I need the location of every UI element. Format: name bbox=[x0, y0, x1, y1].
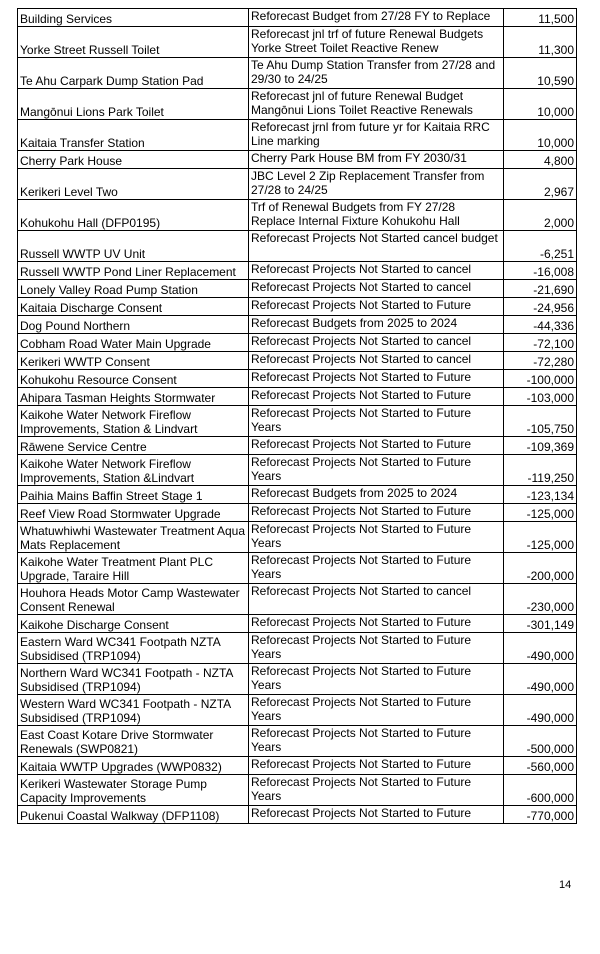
amount-cell: -109,369 bbox=[504, 437, 577, 455]
project-cell: Kaitaia Discharge Consent bbox=[18, 298, 249, 316]
amount-cell: 2,967 bbox=[504, 169, 577, 200]
description-cell: Reforecast Budget from 27/28 FY to Replace bbox=[249, 9, 504, 27]
table-row bbox=[18, 280, 577, 298]
amount-cell: -21,690 bbox=[504, 280, 577, 298]
amount-cell: -560,000 bbox=[504, 757, 577, 775]
description-cell: Reforecast Projects Not Started to cancel bbox=[249, 334, 504, 352]
description-cell: Reforecast Projects Not Started to Future Years bbox=[249, 522, 504, 553]
table-row bbox=[18, 504, 577, 522]
description-cell: Reforecast Projects Not Started to Future bbox=[249, 370, 504, 388]
table-row bbox=[18, 522, 577, 553]
amount-cell: -72,280 bbox=[504, 352, 577, 370]
description-cell: Reforecast Projects Not Started to Future Years bbox=[249, 726, 504, 757]
amount-cell: -301,149 bbox=[504, 615, 577, 633]
amount-cell: 11,500 bbox=[504, 9, 577, 27]
table-row bbox=[18, 553, 577, 584]
description-cell: Reforecast Projects Not Started to Future bbox=[249, 437, 504, 455]
amount-cell: -490,000 bbox=[504, 695, 577, 726]
table-row bbox=[18, 231, 577, 262]
amount-cell: 2,000 bbox=[504, 200, 577, 231]
description-cell: Reforecast Projects Not Started to Future Years bbox=[249, 633, 504, 664]
table-row bbox=[18, 437, 577, 455]
project-cell: Lonely Valley Road Pump Station bbox=[18, 280, 249, 298]
amount-cell: -6,251 bbox=[504, 231, 577, 262]
table-row bbox=[18, 316, 577, 334]
table-row bbox=[18, 806, 577, 824]
project-cell: Kohukohu Resource Consent bbox=[18, 370, 249, 388]
description-cell: Reforecast Projects Not Started to cancel bbox=[249, 584, 504, 615]
project-cell: Kohukohu Hall (DFP0195) bbox=[18, 200, 249, 231]
table-row bbox=[18, 334, 577, 352]
project-cell: Eastern Ward WC341 Footpath NZTA Subsidised (TRP1094) bbox=[18, 633, 249, 664]
page-number: 14 bbox=[559, 879, 572, 891]
description-cell: Reforecast Projects Not Started to Future Years bbox=[249, 695, 504, 726]
project-cell: East Coast Kotare Drive Stormwater Renewals (SWP0821) bbox=[18, 726, 249, 757]
project-cell: Russell WWTP UV Unit bbox=[18, 231, 249, 262]
amount-cell: -230,000 bbox=[504, 584, 577, 615]
description-cell: Reforecast Projects Not Started to Future Years bbox=[249, 664, 504, 695]
project-cell: Kaikohe Discharge Consent bbox=[18, 615, 249, 633]
project-cell: Cherry Park House bbox=[18, 151, 249, 169]
table-row bbox=[18, 151, 577, 169]
description-cell: Reforecast Projects Not Started to Future bbox=[249, 806, 504, 824]
amount-cell: -125,000 bbox=[504, 522, 577, 553]
amount-cell: -16,008 bbox=[504, 262, 577, 280]
project-cell: Paihia Mains Baffin Street Stage 1 bbox=[18, 486, 249, 504]
project-cell: Kaitaia WWTP Upgrades (WWP0832) bbox=[18, 757, 249, 775]
amount-cell: -123,134 bbox=[504, 486, 577, 504]
project-cell: Russell WWTP Pond Liner Replacement bbox=[18, 262, 249, 280]
amount-cell: 10,000 bbox=[504, 120, 577, 151]
description-cell: Trf of Renewal Budgets from FY 27/28 Replace Internal Fixture Kohukohu Hall bbox=[249, 200, 504, 231]
project-cell: Yorke Street Russell Toilet bbox=[18, 27, 249, 58]
table-row bbox=[18, 120, 577, 151]
description-cell: Reforecast Projects Not Started to cancel bbox=[249, 280, 504, 298]
project-cell: Te Ahu Carpark Dump Station Pad bbox=[18, 58, 249, 89]
project-cell: Northern Ward WC341 Footpath - NZTA Subsidised (TRP1094) bbox=[18, 664, 249, 695]
description-cell: Reforecast Projects Not Started to Future bbox=[249, 388, 504, 406]
table-row bbox=[18, 633, 577, 664]
description-cell: Reforecast Projects Not Started to cancel bbox=[249, 262, 504, 280]
amount-cell: 10,590 bbox=[504, 58, 577, 89]
table-row bbox=[18, 775, 577, 806]
project-cell: Kerikeri Wastewater Storage Pump Capacity Improvements bbox=[18, 775, 249, 806]
project-cell: Kaikohe Water Network Fireflow Improvements, Station &Lindvart bbox=[18, 455, 249, 486]
description-cell: Reforecast jnl of future Renewal Budget Mangōnui Lions Toilet Reactive Renewals bbox=[249, 89, 504, 120]
description-cell: Reforecast jrnl from future yr for Kaitaia RRC Line marking bbox=[249, 120, 504, 151]
project-cell: Ahipara Tasman Heights Stormwater bbox=[18, 388, 249, 406]
amount-cell: 4,800 bbox=[504, 151, 577, 169]
table-row bbox=[18, 406, 577, 437]
description-cell: Cherry Park House BM from FY 2030/31 bbox=[249, 151, 504, 169]
description-cell: Reforecast Budgets from 2025 to 2024 bbox=[249, 486, 504, 504]
amount-cell: -490,000 bbox=[504, 664, 577, 695]
description-cell: JBC Level 2 Zip Replacement Transfer from 27/28 to 24/25 bbox=[249, 169, 504, 200]
amount-cell: -100,000 bbox=[504, 370, 577, 388]
project-cell: Western Ward WC341 Footpath - NZTA Subsidised (TRP1094) bbox=[18, 695, 249, 726]
table-row bbox=[18, 169, 577, 200]
table-row bbox=[18, 664, 577, 695]
amount-cell: -105,750 bbox=[504, 406, 577, 437]
project-cell: Cobham Road Water Main Upgrade bbox=[18, 334, 249, 352]
amount-cell: 10,000 bbox=[504, 89, 577, 120]
project-cell: Rāwene Service Centre bbox=[18, 437, 249, 455]
budget-reforecast-table bbox=[17, 8, 577, 824]
description-cell: Te Ahu Dump Station Transfer from 27/28 and 29/30 to 24/25 bbox=[249, 58, 504, 89]
project-cell: Pukenui Coastal Walkway (DFP1108) bbox=[18, 806, 249, 824]
amount-cell: 11,300 bbox=[504, 27, 577, 58]
table-row bbox=[18, 58, 577, 89]
table-row bbox=[18, 89, 577, 120]
amount-cell: -44,336 bbox=[504, 316, 577, 334]
table-row bbox=[18, 352, 577, 370]
description-cell: Reforecast Projects Not Started to Future bbox=[249, 757, 504, 775]
table-row bbox=[18, 455, 577, 486]
amount-cell: -125,000 bbox=[504, 504, 577, 522]
amount-cell: -24,956 bbox=[504, 298, 577, 316]
amount-cell: -500,000 bbox=[504, 726, 577, 757]
amount-cell: -200,000 bbox=[504, 553, 577, 584]
table-row bbox=[18, 9, 577, 27]
description-cell: Reforecast Projects Not Started to Future bbox=[249, 298, 504, 316]
description-cell: Reforecast Projects Not Started to cancel bbox=[249, 352, 504, 370]
table-row bbox=[18, 262, 577, 280]
description-cell: Reforecast Projects Not Started to Future Years bbox=[249, 455, 504, 486]
description-cell: Reforecast Projects Not Started to Future Years bbox=[249, 553, 504, 584]
table-body bbox=[18, 9, 577, 824]
project-cell: Kaitaia Transfer Station bbox=[18, 120, 249, 151]
description-cell: Reforecast Budgets from 2025 to 2024 bbox=[249, 316, 504, 334]
table-row bbox=[18, 486, 577, 504]
table-row bbox=[18, 584, 577, 615]
project-cell: Kerikeri Level Two bbox=[18, 169, 249, 200]
project-cell: Reef View Road Stormwater Upgrade bbox=[18, 504, 249, 522]
amount-cell: -770,000 bbox=[504, 806, 577, 824]
description-cell: Reforecast jnl trf of future Renewal Budgets Yorke Street Toilet Reactive Renew bbox=[249, 27, 504, 58]
project-cell: Kerikeri WWTP Consent bbox=[18, 352, 249, 370]
project-cell: Kaikohe Water Network Fireflow Improvements, Station & Lindvart bbox=[18, 406, 249, 437]
table-row bbox=[18, 695, 577, 726]
amount-cell: -119,250 bbox=[504, 455, 577, 486]
description-cell: Reforecast Projects Not Started to Future Years bbox=[249, 406, 504, 437]
description-cell: Reforecast Projects Not Started to Future Years bbox=[249, 775, 504, 806]
project-cell: Houhora Heads Motor Camp Wastewater Consent Renewal bbox=[18, 584, 249, 615]
table-row bbox=[18, 757, 577, 775]
table-row bbox=[18, 298, 577, 316]
table-row bbox=[18, 27, 577, 58]
project-cell: Kaikohe Water Treatment Plant PLC Upgrade, Taraire Hill bbox=[18, 553, 249, 584]
table-row bbox=[18, 200, 577, 231]
table-row bbox=[18, 370, 577, 388]
project-cell: Dog Pound Northern bbox=[18, 316, 249, 334]
table-row bbox=[18, 726, 577, 757]
table-row bbox=[18, 615, 577, 633]
amount-cell: -600,000 bbox=[504, 775, 577, 806]
amount-cell: -72,100 bbox=[504, 334, 577, 352]
project-cell: Whatuwhiwhi Wastewater Treatment Aqua Mats Replacement bbox=[18, 522, 249, 553]
amount-cell: -490,000 bbox=[504, 633, 577, 664]
table-row bbox=[18, 388, 577, 406]
amount-cell: -103,000 bbox=[504, 388, 577, 406]
project-cell: Mangōnui Lions Park Toilet bbox=[18, 89, 249, 120]
description-cell: Reforecast Projects Not Started cancel budget bbox=[249, 231, 504, 262]
description-cell: Reforecast Projects Not Started to Future bbox=[249, 504, 504, 522]
project-cell: Building Services bbox=[18, 9, 249, 27]
description-cell: Reforecast Projects Not Started to Future bbox=[249, 615, 504, 633]
